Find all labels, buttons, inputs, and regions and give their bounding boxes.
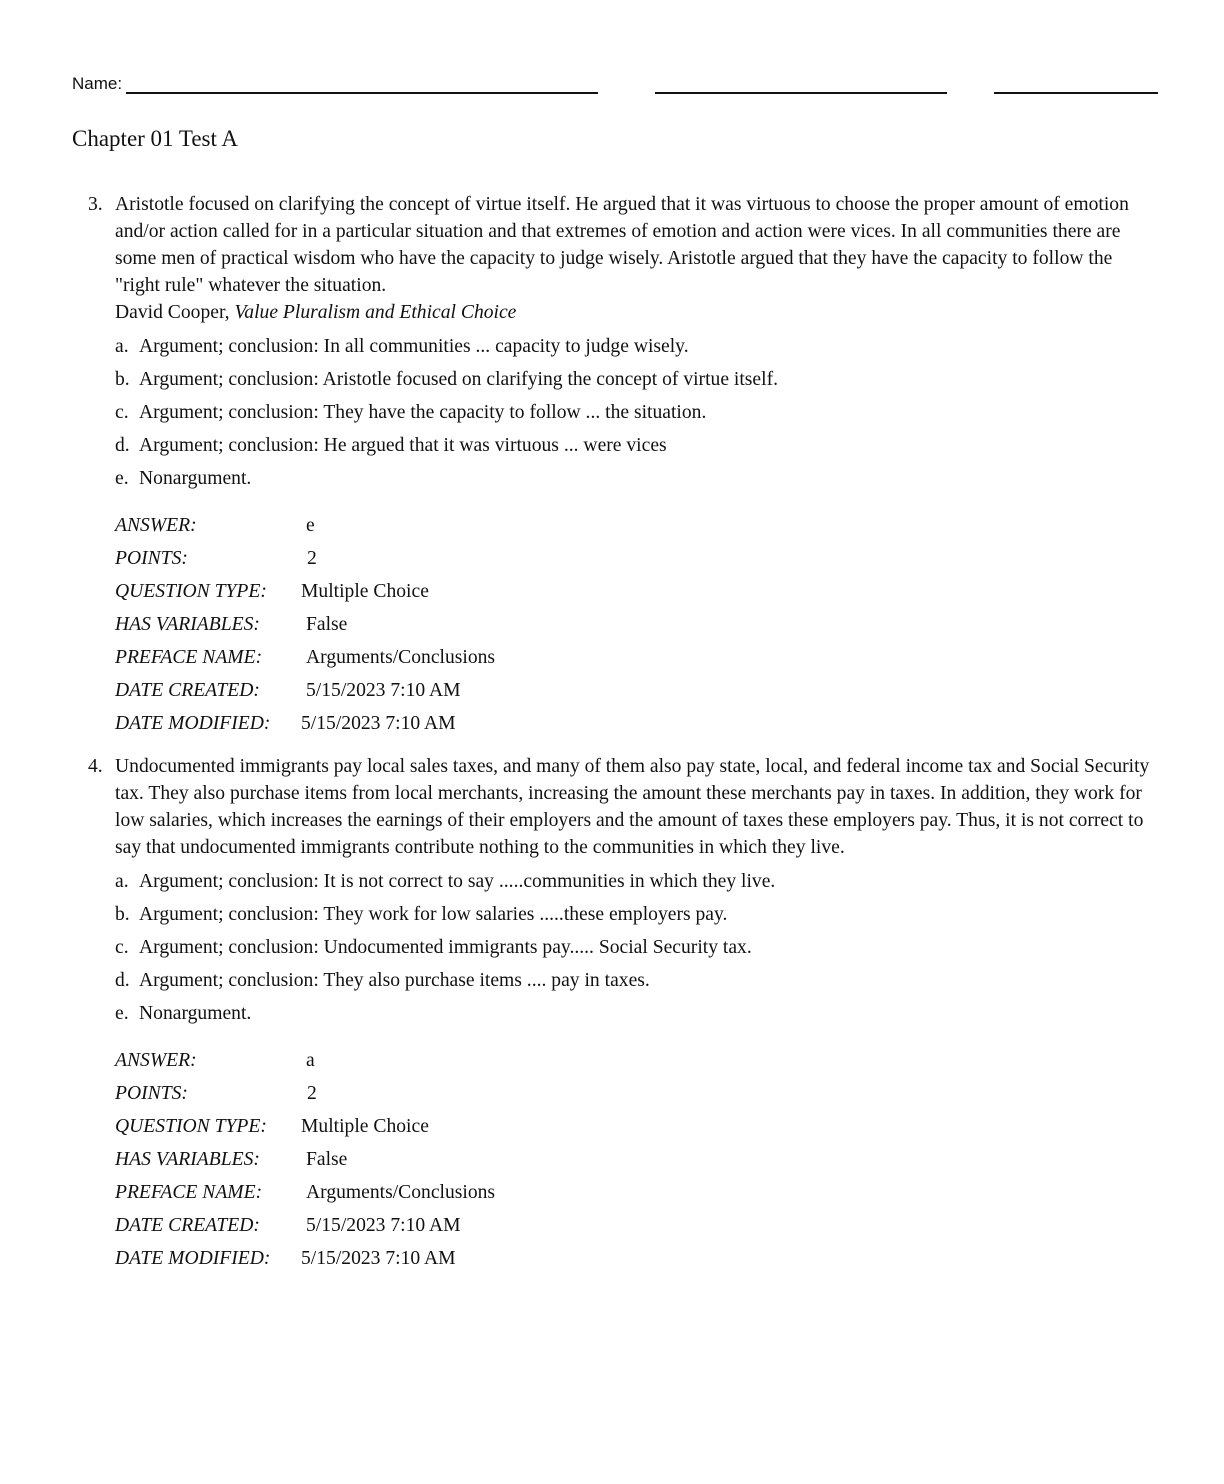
citation-author: David Cooper,	[115, 302, 230, 323]
meta-date-modified	[115, 1242, 1158, 1275]
meta-preface-name	[115, 1176, 1158, 1209]
choice-text: Nonargument.	[139, 468, 252, 489]
citation-title: Value Pluralism and Ethical Choice	[234, 302, 517, 323]
meta-answer	[115, 1044, 1158, 1077]
citation	[115, 299, 1158, 326]
choice-letter: b.	[115, 904, 130, 925]
name-label: Name:	[72, 74, 123, 93]
question-text: Aristotle focused on clarifying the concept of virtue itself. He argued that it was virtuous to choose the proper amount of emotion and/or action called for in a particular situation and that extremes of emotion and action were vices. In all communities there are some men of practical wisdom who have the capacity to judge wisely. Aristotle argued that they have the capacity to follow the "right rule" whatever the situation.	[115, 194, 1129, 296]
meta-key: DATE CREATED:	[115, 1215, 260, 1236]
question-3	[88, 191, 1158, 740]
meta-points	[115, 1077, 1158, 1110]
choice-text: Argument; conclusion: Aristotle focused on clarifying the concept of virtue itself.	[139, 369, 778, 390]
choice-c[interactable]	[115, 931, 1158, 964]
meta-key: PREFACE NAME:	[115, 647, 263, 668]
meta-points	[115, 542, 1158, 575]
meta-value: Arguments/Conclusions	[306, 1182, 496, 1203]
choice-letter: e.	[115, 1003, 129, 1024]
choice-text: Argument; conclusion: He argued that it was virtuous ... were vices	[139, 435, 667, 456]
meta-value: Multiple Choice	[301, 581, 429, 602]
choice-b[interactable]	[115, 898, 1158, 931]
meta-key: DATE CREATED:	[115, 680, 260, 701]
meta-key: QUESTION TYPE:	[115, 1116, 267, 1137]
meta-key: POINTS:	[115, 1083, 188, 1104]
question-number: 4.	[88, 756, 103, 777]
meta-key: HAS VARIABLES:	[115, 1149, 260, 1170]
question-4	[88, 753, 1158, 1275]
choice-d[interactable]	[115, 429, 1158, 462]
meta-key: QUESTION TYPE:	[115, 581, 267, 602]
meta-value: Arguments/Conclusions	[306, 647, 496, 668]
page-title: Chapter 01 Test A	[72, 126, 238, 151]
choice-letter: c.	[115, 937, 129, 958]
meta-value: 5/15/2023 7:10 AM	[301, 1248, 456, 1269]
meta-key: POINTS:	[115, 548, 188, 569]
meta-value: False	[306, 1149, 348, 1170]
meta-preface-name	[115, 641, 1158, 674]
meta-value: 5/15/2023 7:10 AM	[301, 713, 456, 734]
choice-letter: d.	[115, 970, 130, 991]
class-blank-line[interactable]	[655, 92, 947, 94]
meta-value: a	[306, 1050, 315, 1071]
answer-choices	[115, 865, 1158, 1030]
choice-e[interactable]	[115, 997, 1158, 1030]
meta-question-type	[115, 575, 1158, 608]
choice-letter: a.	[115, 871, 129, 892]
choice-text: Argument; conclusion: They work for low salaries .....these employers pay.	[139, 904, 728, 925]
choice-letter: c.	[115, 402, 129, 423]
name-blank-line[interactable]	[126, 92, 598, 94]
choice-b[interactable]	[115, 363, 1158, 396]
answer-choices	[115, 330, 1158, 495]
choice-letter: a.	[115, 336, 129, 357]
meta-key: HAS VARIABLES:	[115, 614, 260, 635]
question-stem	[88, 753, 1158, 861]
choice-letter: b.	[115, 369, 130, 390]
meta-date-created	[115, 674, 1158, 707]
meta-key: ANSWER:	[115, 1050, 197, 1071]
meta-date-modified	[115, 707, 1158, 740]
name-header	[72, 74, 1158, 98]
choice-text: Nonargument.	[139, 1003, 252, 1024]
meta-key: PREFACE NAME:	[115, 1182, 263, 1203]
choice-text: Argument; conclusion: In all communities ... capacity to judge wisely.	[139, 336, 689, 357]
meta-key: DATE MODIFIED:	[115, 1248, 271, 1269]
meta-value: 2	[307, 1083, 317, 1104]
choice-a[interactable]	[115, 330, 1158, 363]
choice-e[interactable]	[115, 462, 1158, 495]
meta-value: False	[306, 614, 348, 635]
choice-letter: d.	[115, 435, 130, 456]
meta-has-variables	[115, 608, 1158, 641]
meta-value: Multiple Choice	[301, 1116, 429, 1137]
choice-text: Argument; conclusion: Undocumented immigrants pay..... Social Security tax.	[139, 937, 752, 958]
choice-c[interactable]	[115, 396, 1158, 429]
meta-key: ANSWER:	[115, 515, 197, 536]
choice-text: Argument; conclusion: It is not correct to say .....communities in which they live.	[139, 871, 776, 892]
choice-text: Argument; conclusion: They have the capacity to follow ... the situation.	[139, 402, 707, 423]
date-blank-line[interactable]	[994, 92, 1158, 94]
question-number: 3.	[88, 194, 103, 215]
question-text: Undocumented immigrants pay local sales taxes, and many of them also pay state, local, and federal income tax and Social Security tax. They also purchase items from local merchants, increasing the amount these merchants pay in taxes. In addition, they work for low salaries, which increases the earnings of their employers and the amount of taxes these employers pay. Thus, it is not correct to say that undocumented immigrants contribute nothing to the communities in which they live.	[115, 756, 1150, 858]
choice-a[interactable]	[115, 865, 1158, 898]
meta-value: 5/15/2023 7:10 AM	[306, 680, 461, 701]
meta-date-created	[115, 1209, 1158, 1242]
choice-letter: e.	[115, 468, 129, 489]
meta-key: DATE MODIFIED:	[115, 713, 271, 734]
choice-d[interactable]	[115, 964, 1158, 997]
meta-has-variables	[115, 1143, 1158, 1176]
meta-value: 2	[307, 548, 317, 569]
question-stem	[88, 191, 1158, 326]
question-metadata	[115, 509, 1158, 740]
meta-answer	[115, 509, 1158, 542]
meta-value: 5/15/2023 7:10 AM	[306, 1215, 461, 1236]
meta-question-type	[115, 1110, 1158, 1143]
question-metadata	[115, 1044, 1158, 1275]
choice-text: Argument; conclusion: They also purchase items .... pay in taxes.	[139, 970, 650, 991]
meta-value: e	[306, 515, 315, 536]
